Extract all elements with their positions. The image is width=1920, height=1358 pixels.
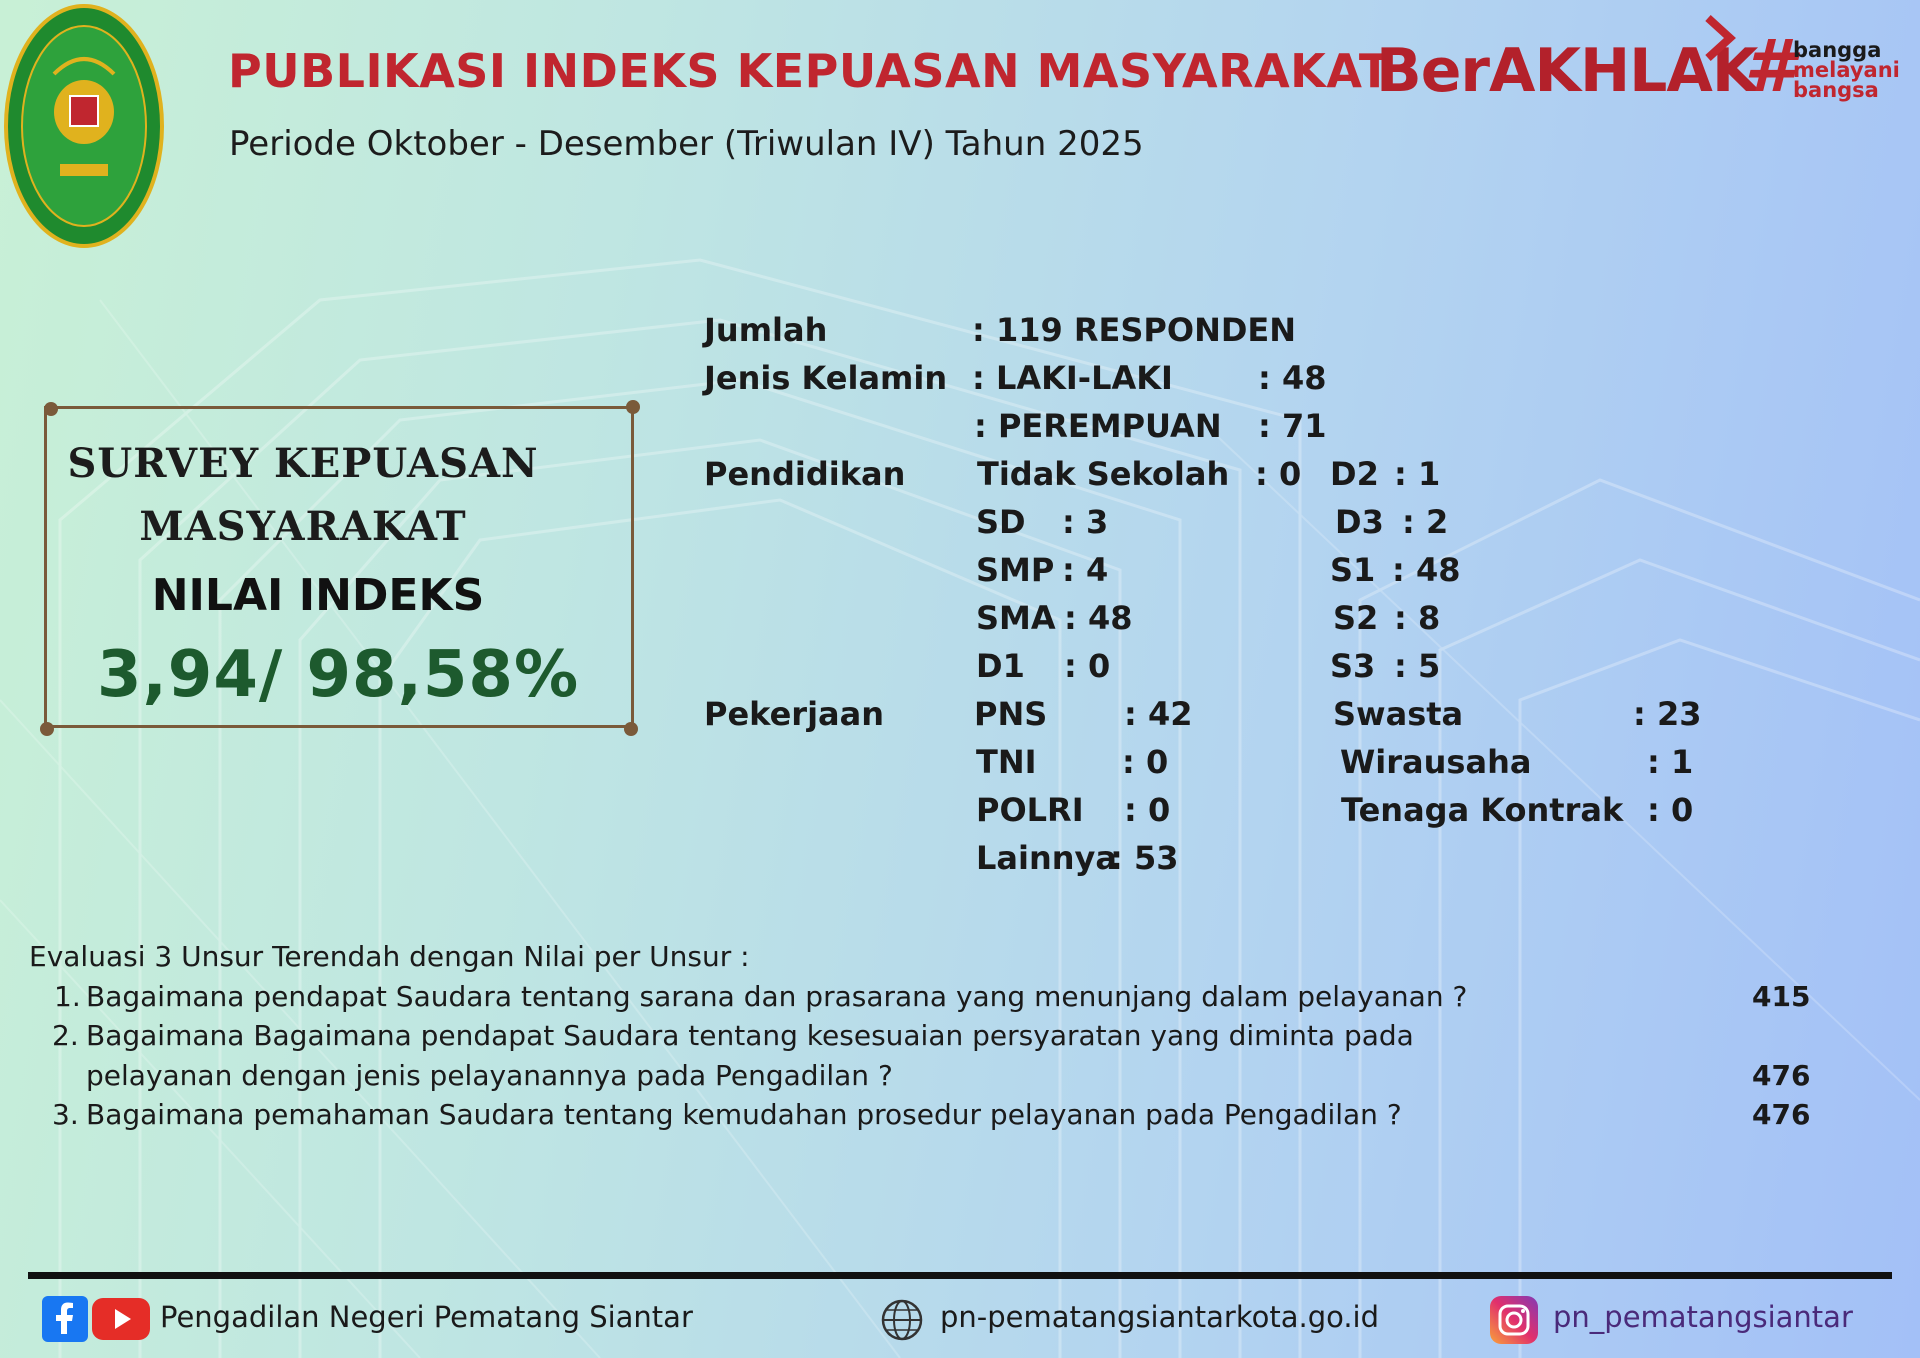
youtube-icon[interactable]	[92, 1298, 150, 1340]
male-label: : LAKI-LAKI	[972, 359, 1173, 397]
survey-heading-line: MASYARAKAT	[139, 503, 467, 550]
frame-corner	[624, 722, 638, 736]
edu-value: : 0	[1064, 647, 1111, 685]
court-emblem-icon	[4, 4, 164, 248]
org-name: Pengadilan Negeri Pematang Siantar	[160, 1300, 693, 1334]
edu-label: SD	[976, 503, 1026, 541]
instagram-icon[interactable]	[1490, 1296, 1538, 1344]
job-item-label: Tenaga Kontrak	[1341, 791, 1624, 829]
job-item-label: Swasta	[1333, 695, 1464, 733]
edu-label: S3	[1330, 647, 1376, 685]
survey-heading-line: SURVEY KEPUASAN	[67, 440, 539, 487]
job-item-label: TNI	[976, 743, 1037, 781]
job-item-label: Wirausaha	[1340, 743, 1532, 781]
slogan-line: bangga	[1793, 38, 1882, 62]
male-value: : 48	[1258, 359, 1327, 397]
female-value: : 71	[1258, 407, 1327, 445]
edu-label: D2	[1330, 455, 1379, 493]
footer-divider	[28, 1272, 1892, 1279]
jumlah-value: : 119 RESPONDEN	[972, 311, 1297, 349]
eval-question: Bagaimana pemahaman Saudara tentang kemudahan prosedur pelayanan pada Pengadilan ?	[86, 1098, 1402, 1131]
edu-value: : 4	[1062, 551, 1109, 589]
job-item-value: : 0	[1124, 791, 1171, 829]
edu-label: D1	[976, 647, 1025, 685]
page-title: PUBLIKASI INDEKS KEPUASAN MASYARAKAT	[228, 44, 1391, 98]
eval-question: Bagaimana Bagaimana pendapat Saudara tentang kesesuaian persyaratan yang diminta pada	[86, 1019, 1414, 1052]
berakhlak-logo: BerAKHLAK	[1376, 36, 1758, 106]
edu-label: SMP	[976, 551, 1055, 589]
page-subtitle: Periode Oktober - Desember (Triwulan IV) Tahun 2025	[229, 124, 1144, 164]
edu-value: : 8	[1394, 599, 1441, 637]
eval-number: 2.	[52, 1019, 79, 1052]
eval-question-cont: pelayanan dengan jenis pelayanannya pada Pengadilan ?	[86, 1059, 893, 1092]
evaluation-heading: Evaluasi 3 Unsur Terendah dengan Nilai per Unsur :	[29, 940, 750, 973]
index-value: 3,94/ 98,58%	[96, 638, 580, 712]
education-label: Pendidikan	[704, 455, 906, 493]
job-item-value: : 42	[1124, 695, 1193, 733]
slogan	[1793, 40, 1900, 100]
job-item-label: Lainnya	[976, 839, 1117, 877]
instagram-handle[interactable]: pn_pematangsiantar	[1553, 1300, 1853, 1334]
edu-value: : 5	[1394, 647, 1441, 685]
eval-number: 1.	[54, 980, 81, 1013]
website-link[interactable]: pn-pematangsiantarkota.go.id	[940, 1300, 1380, 1334]
eval-value: 476	[1752, 1098, 1811, 1131]
hashtag-icon: #	[1744, 24, 1795, 108]
facebook-icon[interactable]	[42, 1296, 88, 1342]
edu-label: S1	[1330, 551, 1376, 589]
chevron-right-icon	[1700, 14, 1740, 64]
job-item-value: : 23	[1633, 695, 1702, 733]
edu-value: : 48	[1392, 551, 1461, 589]
female-label: : PEREMPUAN	[974, 407, 1222, 445]
edu-label: S2	[1333, 599, 1379, 637]
job-item-value: : 0	[1647, 791, 1694, 829]
survey-heading	[48, 432, 558, 558]
job-item-value: : 53	[1110, 839, 1179, 877]
slogan-line: melayani	[1793, 58, 1900, 82]
frame-corner	[40, 722, 54, 736]
job-item-value: : 1	[1647, 743, 1694, 781]
jumlah-label: Jumlah	[704, 311, 828, 349]
eval-value: 415	[1752, 980, 1811, 1013]
slogan-line: bangsa	[1793, 78, 1879, 102]
eval-number: 3.	[52, 1098, 79, 1131]
job-item-value: : 0	[1122, 743, 1169, 781]
edu-label: SMA	[976, 599, 1056, 637]
edu-value: : 3	[1062, 503, 1109, 541]
edu-value: : 2	[1402, 503, 1449, 541]
edu-label: D3	[1335, 503, 1384, 541]
globe-icon	[880, 1298, 924, 1342]
edu-label: Tidak Sekolah	[977, 455, 1230, 493]
job-item-label: POLRI	[976, 791, 1084, 829]
eval-question: Bagaimana pendapat Saudara tentang sarana dan prasarana yang menunjang dalam pelayanan ?	[86, 980, 1468, 1013]
eval-value: 476	[1752, 1059, 1811, 1092]
edu-value: : 48	[1064, 599, 1133, 637]
job-label: Pekerjaan	[704, 695, 884, 733]
job-item-label: PNS	[974, 695, 1048, 733]
frame-corner	[626, 400, 640, 414]
edu-value: : 1	[1394, 455, 1441, 493]
edu-value: : 0	[1255, 455, 1302, 493]
gender-label: Jenis Kelamin	[704, 359, 948, 397]
frame-corner	[44, 402, 58, 416]
index-label: NILAI INDEKS	[151, 570, 485, 621]
